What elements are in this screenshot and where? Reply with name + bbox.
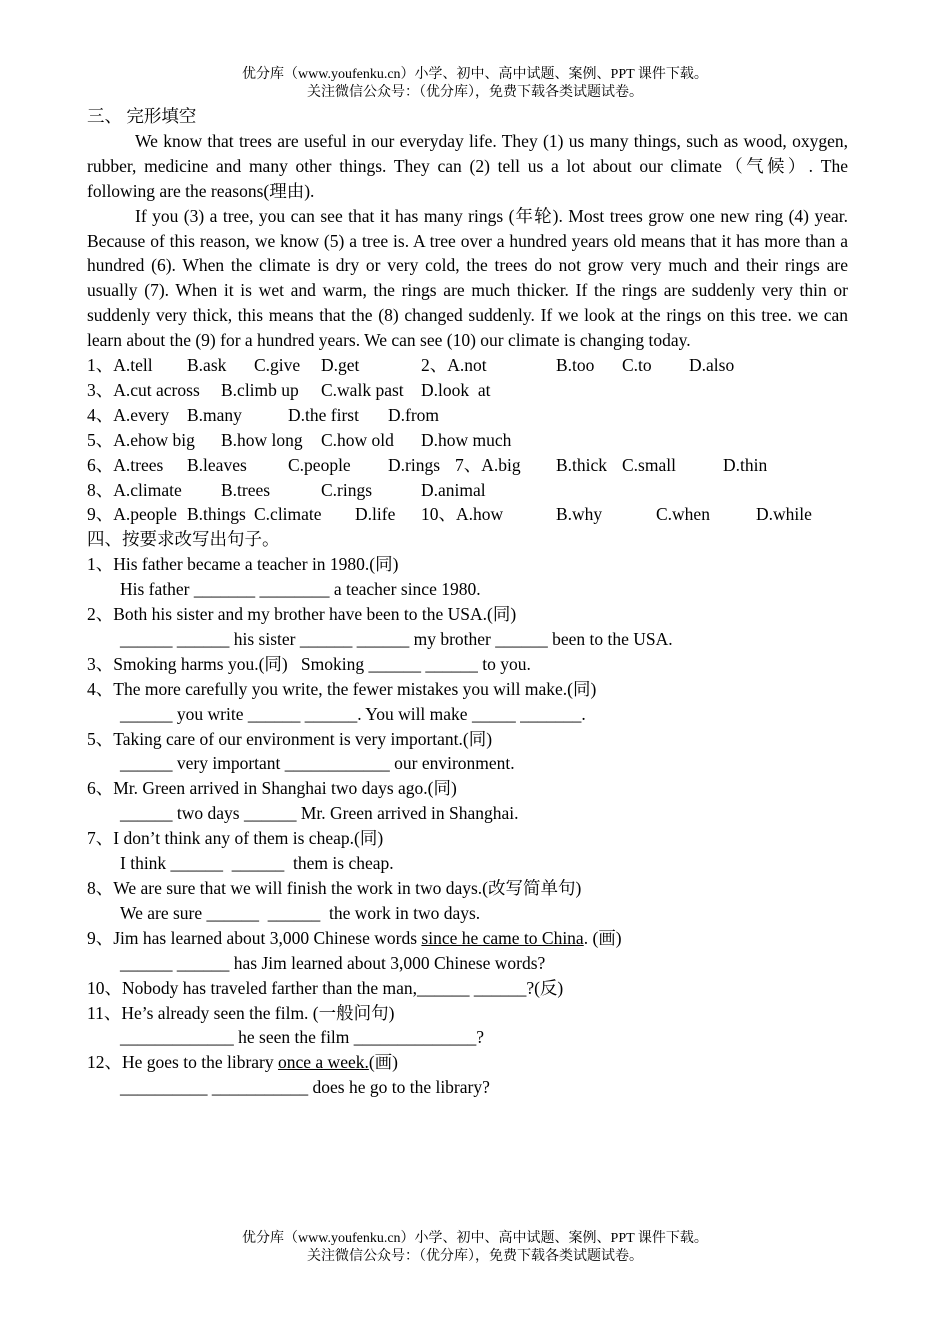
header-line-2: 关注微信公众号：（优分库），免费下载各类试题试卷。	[307, 85, 643, 100]
option: D.the first	[288, 404, 359, 425]
question-9	[87, 926, 848, 951]
option: D.while	[756, 504, 812, 525]
footer-line-2: 关注微信公众号：（优分库），免费下载各类试题试卷。	[307, 1249, 643, 1264]
question-2: 2、Both his sister and my brother have been to the USA.(同)	[87, 604, 517, 625]
question-5: 5、Taking care of our environment is very important.(同)	[87, 728, 493, 749]
option: 1、A.tell	[87, 355, 153, 376]
option: B.trees	[221, 479, 271, 500]
section-title-cloze: 三、 完形填空	[87, 106, 197, 126]
page-content	[87, 104, 848, 1100]
answer-line-8: We are sure ______ ______ the work in two days.	[120, 902, 481, 923]
question-4: 4、The more carefully you write, the fewer mistakes you will make.(同)	[87, 678, 597, 699]
option: D.from	[388, 404, 440, 425]
option: 2、A.not	[421, 355, 487, 376]
option: B.why	[556, 504, 603, 525]
option: 7、A.big	[455, 454, 521, 475]
option: C.climate	[254, 504, 322, 525]
section-title-rewrite: 四、按要求改写出句子。	[87, 529, 280, 550]
option: B.thick	[556, 454, 608, 475]
answer-line-6: ______ two days ______ Mr. Green arrived in Shanghai.	[120, 803, 519, 824]
answer-line-9: ______ ______ has Jim learned about 3,000 Chinese words?	[120, 952, 546, 973]
option: C.rings	[321, 479, 373, 500]
option: 5、A.ehow big	[87, 429, 195, 450]
options-row-5	[87, 428, 848, 453]
option: D.get	[321, 355, 360, 376]
option: C.people	[288, 454, 351, 475]
question-6: 6、Mr. Green arrived in Shanghai two days ago.(同)	[87, 778, 457, 799]
cloze-paragraph-1: We know that trees are useful in our everyday life. They (1) us many things, such as wood, oxygen, rubber, medicine and many other things. They can (2) tell us a lot about our climate（气候）. The following are the reasons(理由).	[87, 130, 848, 201]
option: C.how old	[321, 429, 394, 450]
header-line-1: 优分库（www.youfenku.cn）小学、初中、高中试题、案例、PPT 课件下载。	[242, 67, 708, 82]
options-row-1	[87, 353, 848, 378]
option: B.climb up	[221, 379, 299, 400]
question-9-underlined: since he came to China	[421, 927, 584, 948]
option: D.how much	[421, 429, 512, 450]
footer-line-1: 优分库（www.youfenku.cn）小学、初中、高中试题、案例、PPT 课件下载。	[242, 1231, 708, 1246]
option: B.too	[556, 355, 595, 376]
option: B.leaves	[187, 454, 247, 475]
option: C.when	[656, 504, 710, 525]
option: 9、A.people	[87, 504, 177, 525]
page-footer	[0, 1230, 950, 1266]
page-header	[0, 66, 950, 102]
option: 3、A.cut across	[87, 379, 200, 400]
answer-line-4: ______ you write ______ ______. You will make _____ _______.	[120, 703, 586, 724]
option: D.thin	[723, 454, 768, 475]
option: C.small	[622, 454, 676, 475]
question-12-note: (画)	[368, 1052, 399, 1073]
question-9-note: . (画)	[583, 927, 622, 948]
question-7: 7、I don’t think any of them is cheap.(同)	[87, 828, 384, 849]
question-9-text: 9、Jim has learned about 3,000 Chinese words	[87, 927, 422, 948]
option: 10、A.how	[421, 504, 504, 525]
question-1: 1、His father became a teacher in 1980.(同)	[87, 554, 399, 575]
option: C.to	[622, 355, 652, 376]
option: B.many	[187, 404, 242, 425]
option: C.give	[254, 355, 301, 376]
question-11: 11、He’s already seen the film. (一般问句)	[87, 1002, 395, 1023]
question-12	[87, 1050, 848, 1075]
cloze-paragraph-2: If you (3) a tree, you can see that it has many rings (年轮). Most trees grow one new ring (4) year. Because of this reason, we know (5) a tree is. A tree over a hundred years old means that it has more than a hundred (6). When the climate is dry or very cold, the trees do not grow very much and their rings are usually (7). When it is wet and warm, the rings are much thicker. If the rings are suddenly very thin or suddenly very thick, this means that the (8) changed suddenly. If we look at the rings on this tree. we can learn about the (9) for a hundred years. We can see (10) our climate is changing today.	[87, 205, 848, 351]
option: 6、A.trees	[87, 454, 164, 475]
option: 4、A.every	[87, 404, 170, 425]
answer-line-7: I think ______ ______ them is cheap.	[120, 853, 394, 874]
answer-line-12: __________ ___________ does he go to the library?	[120, 1077, 490, 1098]
options-row-6	[87, 453, 848, 478]
question-12-text: 12、He goes to the library	[87, 1052, 278, 1073]
answer-line-2: ______ ______ his sister ______ ______ my brother ______ been to the USA.	[120, 628, 673, 649]
option: B.how long	[221, 429, 303, 450]
answer-line-1: His father _______ ________ a teacher since 1980.	[120, 579, 481, 600]
question-12-underlined: once a week.	[278, 1052, 369, 1073]
option: D.look at	[421, 379, 491, 400]
option: D.rings	[388, 454, 441, 475]
option: D.animal	[421, 479, 486, 500]
option: D.life	[355, 504, 396, 525]
question-8: 8、We are sure that we will finish the work in two days.(改写简单句)	[87, 877, 582, 898]
options-row-9	[87, 502, 848, 527]
options-row-8	[87, 478, 848, 503]
option: 8、A.climate	[87, 479, 182, 500]
option: C.walk past	[321, 379, 404, 400]
options-row-4	[87, 403, 848, 428]
question-10: 10、Nobody has traveled farther than the man,______ ______?(反)	[87, 977, 564, 998]
answer-line-11: _____________ he seen the film ______________?	[120, 1027, 485, 1048]
question-3: 3、Smoking harms you.(同) Smoking ______ ______ to you.	[87, 653, 531, 674]
options-row-3	[87, 378, 848, 403]
option: B.things	[187, 504, 246, 525]
option: D.also	[689, 355, 735, 376]
answer-line-5: ______ very important ____________ our environment.	[120, 753, 515, 774]
option: B.ask	[187, 355, 227, 376]
